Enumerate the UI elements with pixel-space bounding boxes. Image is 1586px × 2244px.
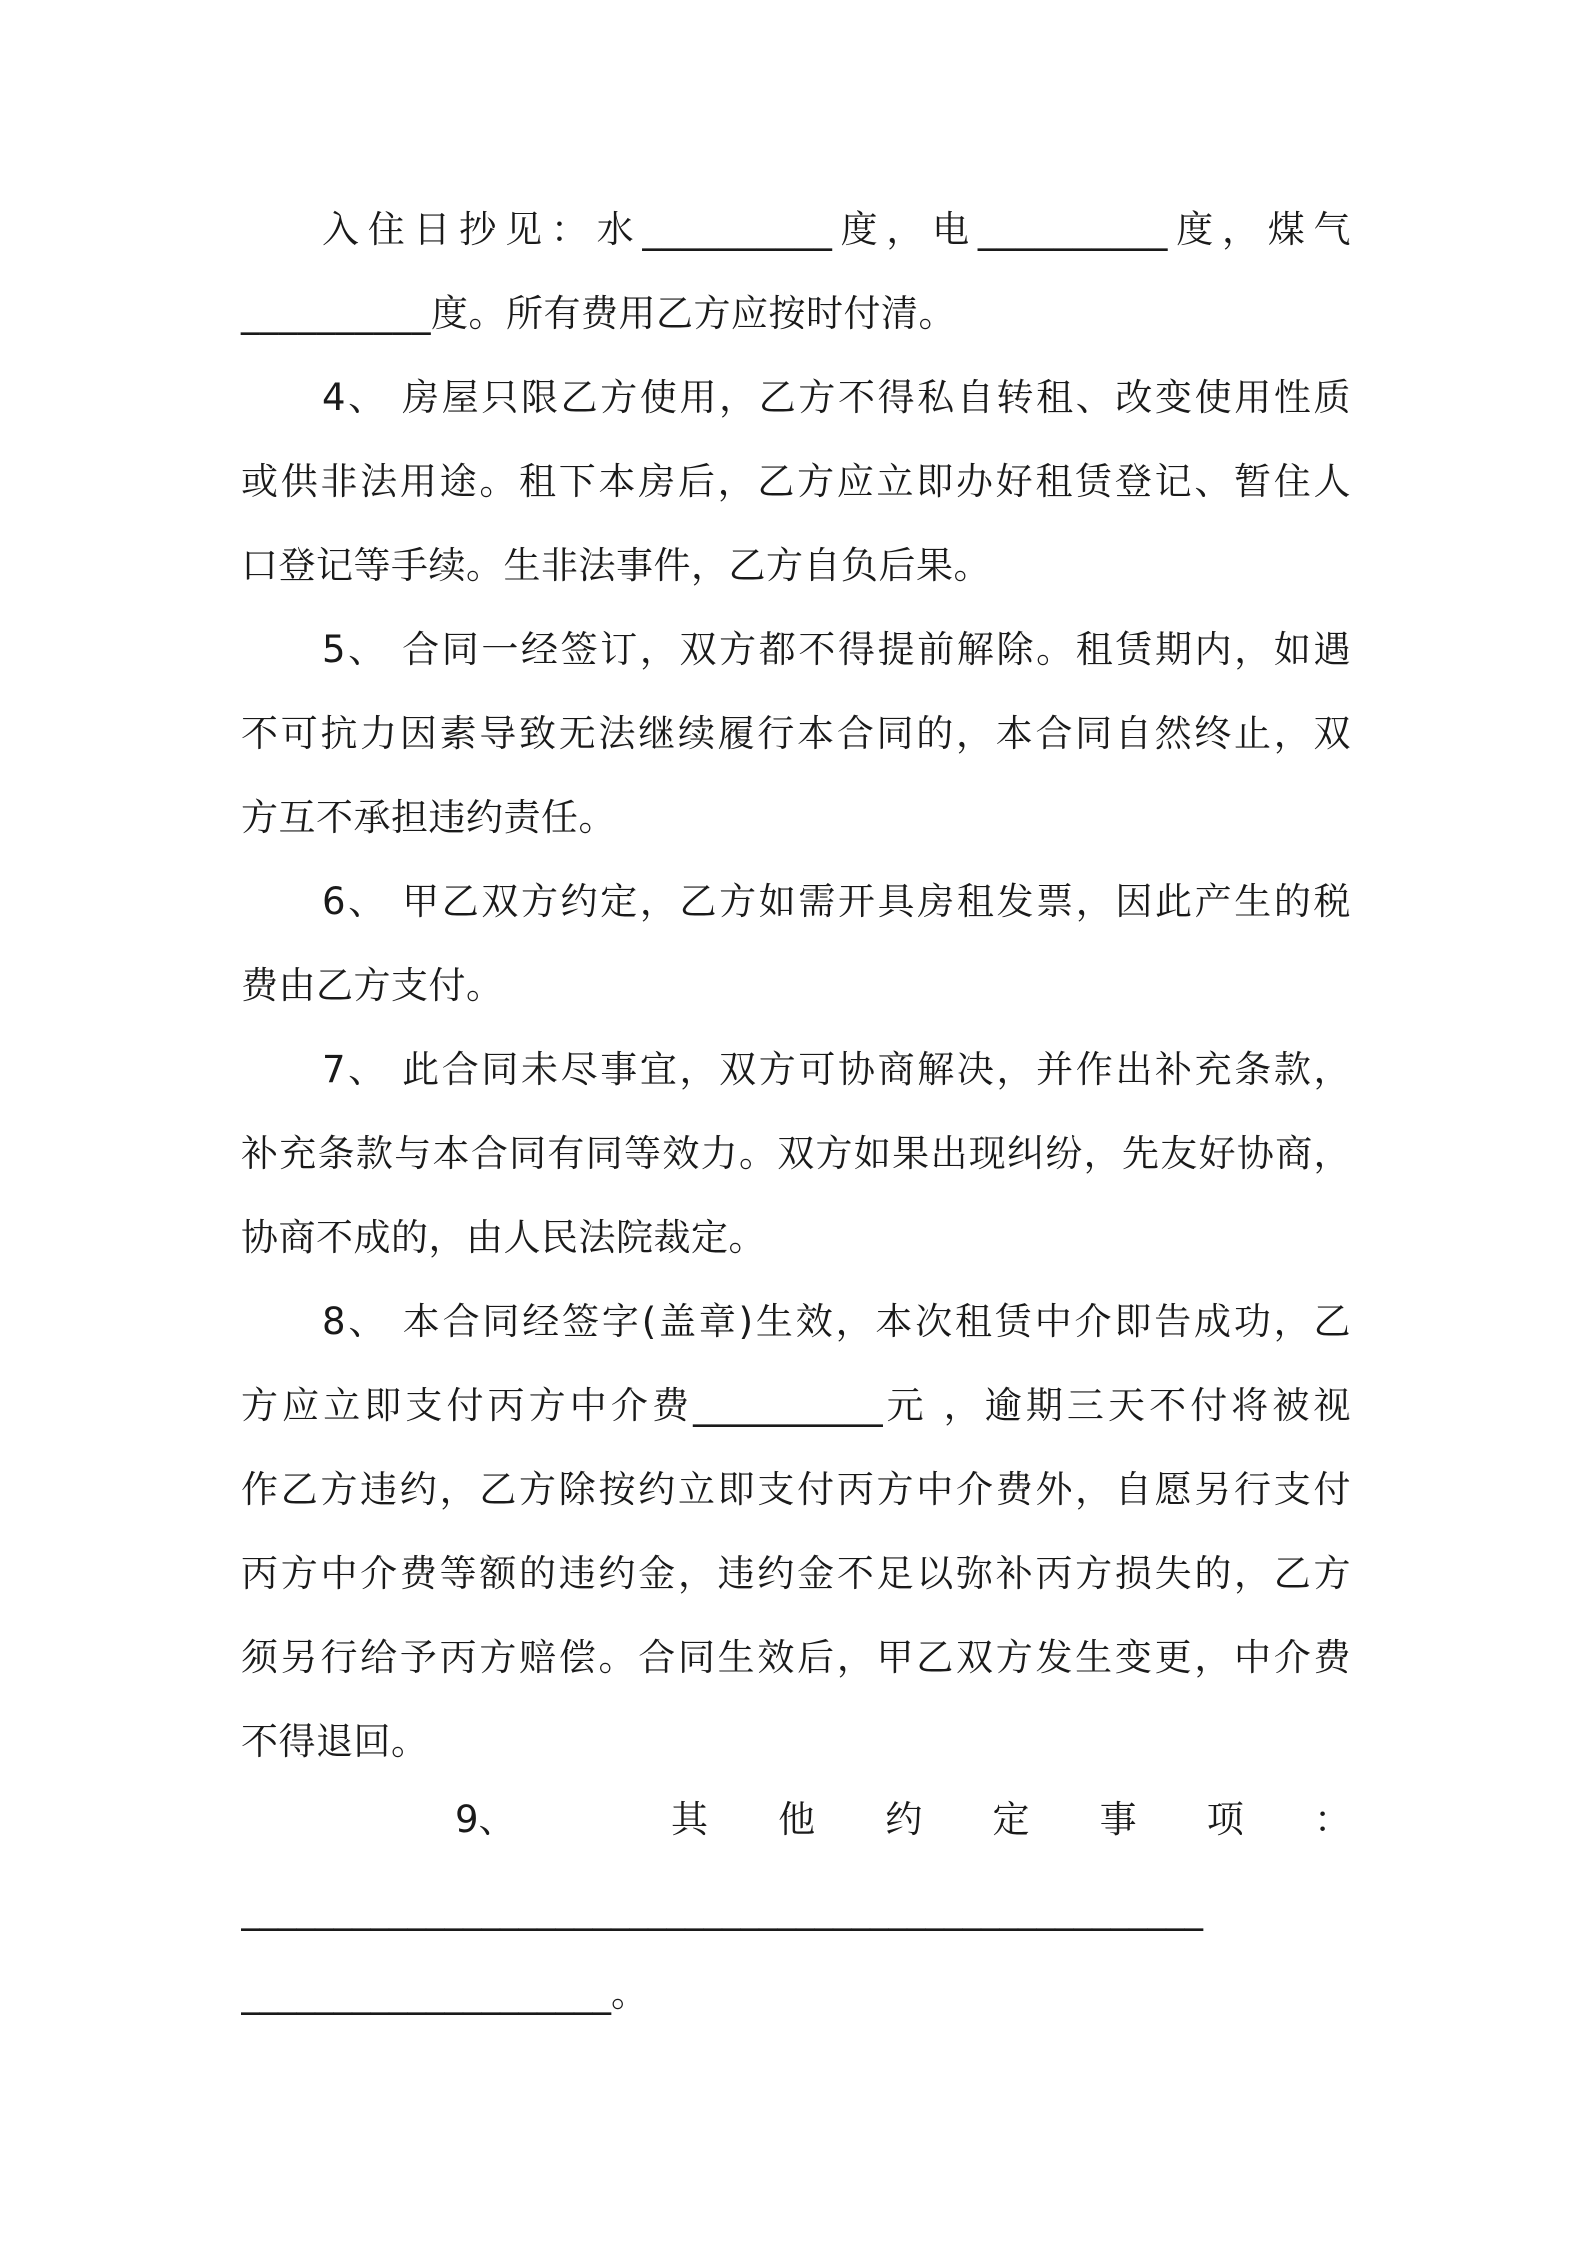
clause-9-char-6: 项 (1206, 1798, 1244, 1841)
clause-6-line-2: 费由乙方支付。 (241, 964, 504, 1007)
clause-9-char-7: ： (1313, 1798, 1351, 1841)
clause-9-char-1: 其 (671, 1798, 708, 1841)
clause-8-line-5: 须另行给予丙方赔偿。合同生效后，甲乙双方发生变更，中介费 (241, 1636, 1351, 1679)
clause-6-line-1: 6、 甲乙双方约定，乙方如需开具房租发票，因此产生的税 (322, 880, 1351, 923)
clause-7-line-2: 补充条款与本合同有同等效力。双方如果出现纠纷，先友好协商， (241, 1132, 1351, 1175)
clause-8-line-4: 丙方中介费等额的违约金，违约金不足以弥补丙方损失的，乙方 (241, 1552, 1351, 1595)
clause-4-line-1: 4、 房屋只限乙方使用，乙方不得私自转租、改变使用性质 (322, 376, 1351, 419)
clause-5-line-1: 5、 合同一经签订，双方都不得提前解除。租赁期内，如遇 (322, 628, 1351, 671)
clause-8-line-2: 方应立即支付丙方中介费__________元 ，逾期三天不付将被视 (241, 1384, 1351, 1427)
clause-4-line-3: 口登记等手续。生非法事件，乙方自负后果。 (241, 544, 991, 587)
clause-9-char-5: 事 (1099, 1798, 1137, 1841)
clause-4-line-2: 或供非法用途。租下本房后，乙方应立即办好租赁登记、暂住人 (241, 460, 1351, 503)
clause-5-line-3: 方互不承担违约责任。 (241, 796, 616, 839)
clause-9-blank-line-1: ____________________________________________________ (241, 1888, 1203, 1931)
clause-9-char-3: 约 (885, 1798, 923, 1841)
clause-9-title (671, 1790, 1351, 1850)
meter-reading-line-1: 入住日抄见：水__________度，电__________度，煤气 (322, 208, 1351, 251)
clause-9-char-4: 定 (992, 1798, 1030, 1841)
meter-reading-line-2: __________度。所有费用乙方应按时付清。 (241, 292, 956, 335)
clause-7-line-1: 7、 此合同未尽事宜，双方可协商解决，并作出补充条款， (322, 1048, 1351, 1091)
clause-9-number: 9、 (455, 1798, 516, 1841)
clause-5-line-2: 不可抗力因素导致无法继续履行本合同的，本合同自然终止，双 (241, 712, 1351, 755)
clause-8-line-6: 不得退回。 (241, 1720, 429, 1763)
clause-9-heading (241, 1790, 1351, 1850)
clause-8-line-1: 8、 本合同经签字(盖章)生效，本次租赁中介即告成功，乙 (322, 1300, 1351, 1343)
clause-9-char-2: 他 (778, 1798, 816, 1841)
clause-7-line-3: 协商不成的，由人民法院裁定。 (241, 1216, 766, 1259)
clause-8-line-3: 作乙方违约，乙方除按约立即支付丙方中介费外，自愿另行支付 (241, 1468, 1351, 1511)
clause-9-blank-line-2: ____________________。 (241, 1972, 648, 2015)
